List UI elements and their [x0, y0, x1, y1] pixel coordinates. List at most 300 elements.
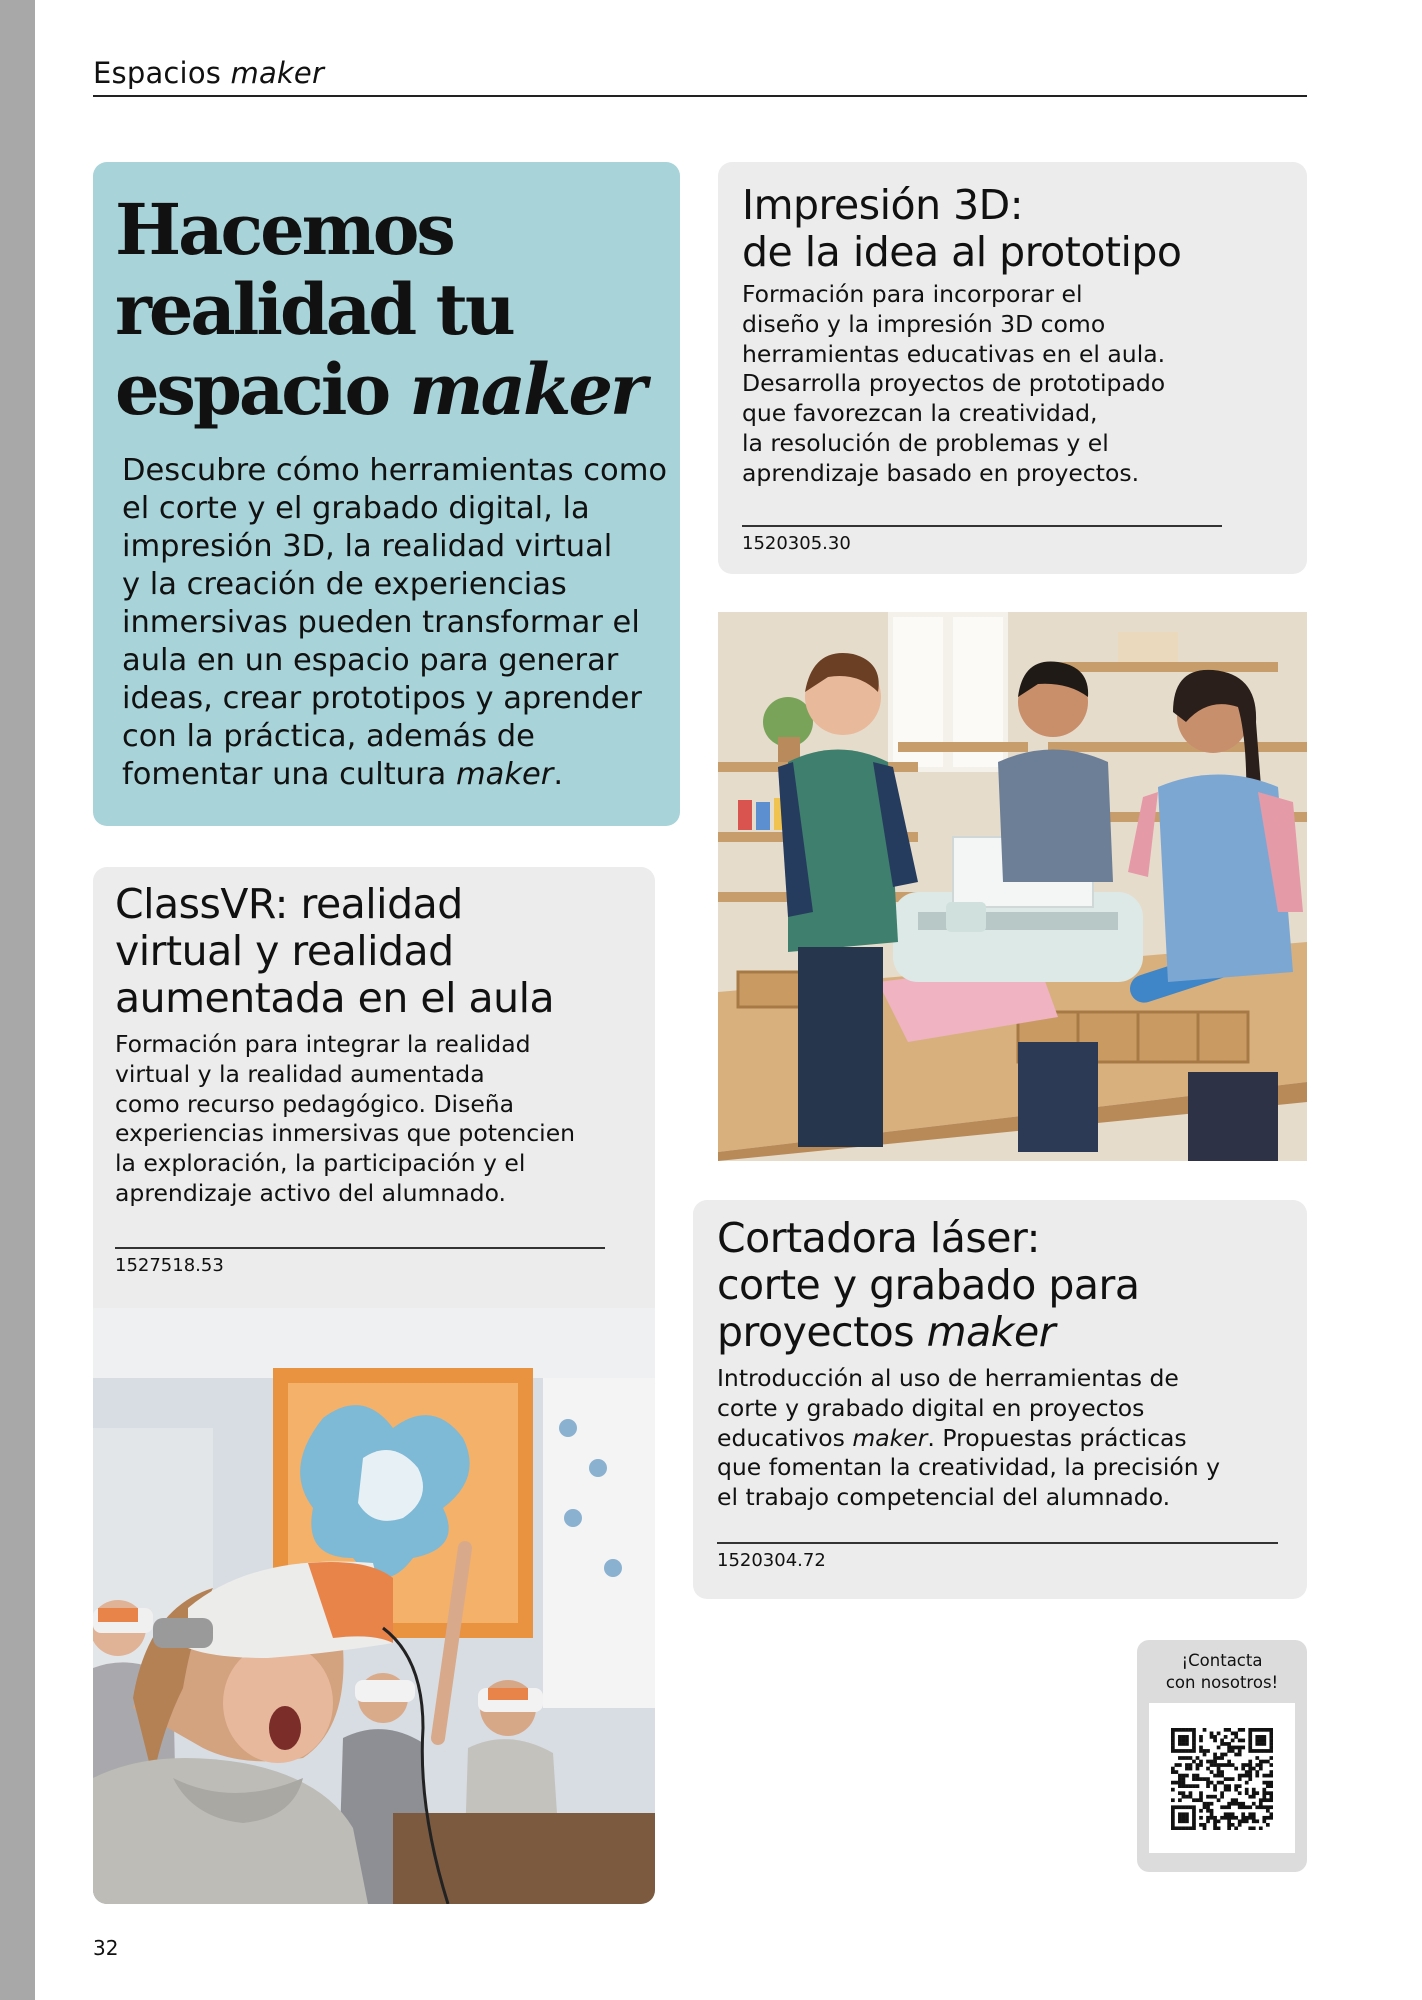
contact-line-2: con nosotros!: [1165, 1673, 1279, 1692]
qr-module: [1213, 1774, 1217, 1778]
course-description-line: que favorezcan la creatividad,: [742, 399, 1098, 428]
course-title-line-1: Cortadora láser:: [717, 1214, 1040, 1262]
course-card-classvr: [93, 867, 655, 1904]
qr-module: [1227, 1749, 1231, 1753]
qr-module: [1196, 1767, 1200, 1771]
course-description-line: aprendizaje basado en proyectos.: [742, 458, 1140, 487]
qr-module: [1206, 1795, 1210, 1799]
hero-title-line-3: [115, 350, 644, 430]
course-divider: [115, 1247, 605, 1249]
qr-module: [1210, 1802, 1214, 1806]
qr-module: [1269, 1739, 1273, 1743]
hero-body-line: ideas, crear prototipos y aprender: [122, 681, 642, 716]
qr-module: [1266, 1784, 1270, 1788]
qr-code-icon[interactable]: [1171, 1728, 1273, 1830]
qr-module: [1241, 1739, 1245, 1743]
qr-module: [1192, 1809, 1196, 1813]
course-reference-code: 1527518.53: [115, 1255, 224, 1276]
qr-module: [1224, 1728, 1228, 1732]
course-description-line: la exploración, la participación y el: [115, 1149, 526, 1178]
qr-module: [1220, 1816, 1224, 1820]
qr-module: [1171, 1823, 1175, 1827]
qr-module: [1266, 1774, 1270, 1778]
qr-module: [1189, 1763, 1193, 1767]
qr-module: [1227, 1823, 1231, 1827]
qr-module: [1224, 1784, 1228, 1788]
qr-module: [1213, 1753, 1217, 1757]
qr-module: [1192, 1728, 1196, 1732]
qr-module: [1252, 1816, 1256, 1820]
course-divider: [717, 1542, 1278, 1544]
qr-module: [1217, 1756, 1221, 1760]
qr-module: [1227, 1826, 1231, 1830]
qr-module: [1259, 1739, 1263, 1743]
qr-module: [1248, 1770, 1252, 1774]
qr-module: [1248, 1728, 1252, 1732]
course-description-line: Formación para integrar la realidad: [115, 1030, 531, 1058]
qr-module: [1262, 1805, 1266, 1809]
qr-module: [1269, 1770, 1273, 1774]
qr-module: [1238, 1746, 1242, 1750]
qr-module: [1241, 1812, 1245, 1816]
qr-module: [1206, 1816, 1210, 1820]
course-description: [717, 1364, 1220, 1513]
qr-module: [1238, 1823, 1242, 1827]
qr-module: [1234, 1767, 1238, 1771]
hero-body-line: Descubre cómo herramientas como: [122, 453, 668, 488]
qr-module: [1220, 1742, 1224, 1746]
qr-module: [1199, 1791, 1203, 1795]
description-text-end: . Propuestas prácticas: [927, 1423, 1187, 1452]
qr-module: [1269, 1746, 1273, 1750]
qr-module: [1231, 1732, 1235, 1736]
qr-module: [1182, 1781, 1186, 1785]
qr-module: [1266, 1781, 1270, 1785]
qr-module: [1262, 1795, 1266, 1799]
qr-module: [1189, 1749, 1193, 1753]
qr-module: [1217, 1798, 1221, 1802]
course-description-line: Desarrolla proyectos de prototipado: [742, 369, 1166, 398]
header-divider: [93, 95, 1307, 97]
qr-module: [1269, 1742, 1273, 1746]
course-title-word-maker: maker: [926, 1308, 1056, 1356]
course-title-line-2: de la idea al prototipo: [742, 228, 1182, 276]
qr-module: [1192, 1749, 1196, 1753]
qr-module: [1238, 1784, 1242, 1788]
qr-module: [1262, 1798, 1266, 1802]
qr-module: [1171, 1770, 1175, 1774]
hero-title-word-espacio: espacio: [115, 348, 389, 431]
section-header: [93, 56, 324, 90]
qr-module: [1171, 1816, 1175, 1820]
section-label: Espacios: [93, 56, 222, 90]
qr-module: [1192, 1823, 1196, 1827]
qr-module: [1220, 1753, 1224, 1757]
qr-module: [1213, 1819, 1217, 1823]
qr-module: [1231, 1816, 1235, 1820]
qr-module: [1245, 1763, 1249, 1767]
qr-module: [1262, 1791, 1266, 1795]
qr-module: [1238, 1739, 1242, 1743]
qr-module: [1269, 1812, 1273, 1816]
qr-module: [1252, 1826, 1256, 1830]
qr-module: [1206, 1819, 1210, 1823]
qr-module: [1178, 1749, 1182, 1753]
qr-module: [1210, 1795, 1214, 1799]
qr-module: [1238, 1819, 1242, 1823]
course-title-word-proyectos: proyectos: [717, 1308, 915, 1356]
contact-qr-box[interactable]: [1137, 1640, 1307, 1872]
qr-module: [1178, 1826, 1182, 1830]
qr-module: [1178, 1777, 1182, 1781]
page-side-bar: [0, 0, 35, 2000]
qr-module: [1227, 1742, 1231, 1746]
qr-module: [1199, 1777, 1203, 1781]
qr-module: [1185, 1767, 1189, 1771]
qr-module: [1227, 1784, 1231, 1788]
qr-module: [1255, 1739, 1259, 1743]
qr-module: [1206, 1767, 1210, 1771]
qr-module: [1171, 1805, 1175, 1809]
qr-module: [1213, 1756, 1217, 1760]
qr-module: [1224, 1735, 1228, 1739]
qr-module: [1245, 1816, 1249, 1820]
qr-module: [1182, 1739, 1186, 1743]
qr-module: [1196, 1777, 1200, 1781]
qr-module: [1259, 1763, 1263, 1767]
qr-module: [1224, 1805, 1228, 1809]
qr-module: [1245, 1819, 1249, 1823]
qr-module: [1224, 1816, 1228, 1820]
qr-module: [1206, 1777, 1210, 1781]
qr-module: [1171, 1809, 1175, 1813]
qr-module: [1220, 1781, 1224, 1785]
qr-module: [1269, 1791, 1273, 1795]
qr-module: [1262, 1749, 1266, 1753]
qr-module: [1248, 1732, 1252, 1736]
hero-body-last-text: fomentar una cultura: [122, 757, 447, 792]
qr-module: [1171, 1732, 1175, 1736]
qr-module: [1185, 1826, 1189, 1830]
qr-module: [1210, 1760, 1214, 1764]
qr-module: [1238, 1802, 1242, 1806]
qr-module: [1248, 1760, 1252, 1764]
course-description-line: experiencias inmersivas que potencien: [115, 1119, 576, 1148]
qr-module: [1217, 1767, 1221, 1771]
course-title: [742, 182, 1181, 276]
qr-module: [1231, 1739, 1235, 1743]
qr-module: [1220, 1791, 1224, 1795]
qr-module: [1192, 1784, 1196, 1788]
qr-module: [1262, 1735, 1266, 1739]
course-description-line: como recurso pedagógico. Diseña: [115, 1089, 515, 1118]
course-description-line: Introducción al uso de herramientas de: [717, 1364, 1179, 1392]
qr-module: [1182, 1816, 1186, 1820]
qr-module: [1241, 1774, 1245, 1778]
course-card-3d-printing: [718, 162, 1307, 574]
qr-module: [1245, 1788, 1249, 1792]
qr-module: [1245, 1781, 1249, 1785]
course-description: [115, 1030, 575, 1209]
qr-module: [1245, 1791, 1249, 1795]
qr-module: [1199, 1809, 1203, 1813]
contact-line-1: ¡Contacta: [1181, 1651, 1263, 1670]
qr-module: [1248, 1826, 1252, 1830]
qr-module: [1178, 1756, 1182, 1760]
course-title-line-3: aumentada en el aula: [115, 974, 555, 1022]
course-reference-code: 1520305.30: [742, 533, 851, 554]
qr-module: [1269, 1728, 1273, 1732]
qr-module: [1248, 1777, 1252, 1781]
qr-module: [1259, 1760, 1263, 1764]
qr-module: [1171, 1735, 1175, 1739]
course-reference-code: 1520304.72: [717, 1550, 826, 1571]
qr-module: [1269, 1798, 1273, 1802]
qr-module: [1206, 1805, 1210, 1809]
qr-module: [1217, 1781, 1221, 1785]
qr-module: [1259, 1742, 1263, 1746]
qr-module: [1266, 1760, 1270, 1764]
hero-body-last-line: [122, 756, 667, 794]
qr-module: [1192, 1798, 1196, 1802]
qr-module: [1217, 1826, 1221, 1830]
qr-module: [1192, 1746, 1196, 1750]
qr-module: [1266, 1823, 1270, 1827]
hero-panel: [93, 162, 680, 826]
qr-module: [1199, 1816, 1203, 1820]
qr-module: [1182, 1774, 1186, 1778]
qr-module: [1238, 1728, 1242, 1732]
qr-module: [1217, 1774, 1221, 1778]
qr-module: [1203, 1805, 1207, 1809]
qr-module: [1248, 1795, 1252, 1799]
course-description-line: diseño y la impresión 3D como: [742, 309, 1106, 338]
qr-module: [1213, 1816, 1217, 1820]
qr-module: [1262, 1788, 1266, 1792]
contact-text: [1137, 1650, 1307, 1694]
qr-module: [1178, 1739, 1182, 1743]
qr-module: [1234, 1732, 1238, 1736]
qr-module: [1255, 1742, 1259, 1746]
qr-module: [1245, 1770, 1249, 1774]
qr-module: [1171, 1812, 1175, 1816]
course-divider: [742, 525, 1222, 527]
qr-module: [1259, 1805, 1263, 1809]
qr-module: [1248, 1746, 1252, 1750]
qr-module: [1210, 1816, 1214, 1820]
qr-module: [1234, 1735, 1238, 1739]
qr-module: [1238, 1749, 1242, 1753]
description-italic: maker: [852, 1423, 928, 1452]
qr-module: [1255, 1749, 1259, 1753]
qr-module: [1266, 1816, 1270, 1820]
qr-module: [1175, 1728, 1179, 1732]
qr-module: [1220, 1770, 1224, 1774]
qr-module: [1262, 1739, 1266, 1743]
qr-module: [1185, 1795, 1189, 1799]
qr-module: [1262, 1774, 1266, 1778]
qr-module: [1220, 1756, 1224, 1760]
qr-module: [1192, 1742, 1196, 1746]
qr-module: [1185, 1735, 1189, 1739]
qr-module: [1227, 1788, 1231, 1792]
qr-module: [1248, 1763, 1252, 1767]
qr-module: [1231, 1802, 1235, 1806]
qr-module: [1192, 1805, 1196, 1809]
qr-module: [1210, 1770, 1214, 1774]
qr-module: [1234, 1816, 1238, 1820]
qr-module: [1199, 1763, 1203, 1767]
qr-module: [1185, 1739, 1189, 1743]
qr-module: [1227, 1777, 1231, 1781]
qr-module: [1178, 1812, 1182, 1816]
qr-module: [1241, 1763, 1245, 1767]
qr-module: [1255, 1819, 1259, 1823]
qr-module: [1269, 1784, 1273, 1788]
qr-module: [1269, 1781, 1273, 1785]
qr-module: [1227, 1728, 1231, 1732]
qr-module: [1192, 1812, 1196, 1816]
qr-module: [1171, 1788, 1175, 1792]
course-title-line-1: Impresión 3D:: [742, 181, 1024, 229]
qr-module: [1178, 1805, 1182, 1809]
qr-module: [1224, 1763, 1228, 1767]
qr-module: [1178, 1781, 1182, 1785]
qr-module: [1217, 1819, 1221, 1823]
photo-student-vr-headset: [93, 1308, 655, 1904]
qr-module: [1171, 1746, 1175, 1750]
hero-body-last-period: .: [553, 757, 564, 792]
qr-module: [1255, 1763, 1259, 1767]
qr-module: [1234, 1802, 1238, 1806]
qr-module: [1199, 1823, 1203, 1827]
qr-module: [1241, 1728, 1245, 1732]
qr-module: [1213, 1735, 1217, 1739]
qr-module: [1199, 1760, 1203, 1764]
course-description-line: que fomentan la creatividad, la precisión y: [717, 1453, 1221, 1482]
qr-module: [1213, 1795, 1217, 1799]
hero-body-line: y la creación de experiencias: [122, 567, 567, 602]
qr-module: [1178, 1735, 1182, 1739]
qr-module: [1192, 1739, 1196, 1743]
qr-module: [1178, 1798, 1182, 1802]
qr-module: [1185, 1728, 1189, 1732]
qr-module: [1182, 1819, 1186, 1823]
qr-module: [1231, 1746, 1235, 1750]
qr-module: [1178, 1791, 1182, 1795]
hero-body-line: el corte y el grabado digital, la: [122, 491, 590, 526]
qr-module: [1259, 1826, 1263, 1830]
description-text: educativos: [717, 1423, 845, 1452]
qr-module: [1192, 1760, 1196, 1764]
qr-module: [1199, 1798, 1203, 1802]
qr-module: [1196, 1763, 1200, 1767]
course-title-line-3: [717, 1309, 1140, 1356]
qr-module: [1238, 1791, 1242, 1795]
qr-module: [1192, 1816, 1196, 1820]
qr-module: [1178, 1728, 1182, 1732]
qr-module: [1259, 1798, 1263, 1802]
qr-module: [1189, 1826, 1193, 1830]
qr-module: [1206, 1802, 1210, 1806]
qr-module: [1185, 1742, 1189, 1746]
course-title: [115, 881, 554, 1022]
qr-module: [1182, 1756, 1186, 1760]
qr-module: [1213, 1760, 1217, 1764]
qr-module: [1203, 1753, 1207, 1757]
qr-module: [1178, 1742, 1182, 1746]
qr-module: [1252, 1795, 1256, 1799]
qr-module: [1255, 1728, 1259, 1732]
qr-module: [1234, 1788, 1238, 1792]
course-description-line: aprendizaje activo del alumnado.: [115, 1178, 507, 1207]
qr-module: [1241, 1802, 1245, 1806]
qr-module: [1248, 1816, 1252, 1820]
qr-module: [1227, 1746, 1231, 1750]
qr-module: [1199, 1749, 1203, 1753]
cutting-machine-illustration: [718, 612, 1307, 1161]
photo-students-cutting-machine: [718, 612, 1307, 1161]
course-description-line: el trabajo competencial del alumnado.: [717, 1483, 1171, 1512]
qr-module: [1234, 1784, 1238, 1788]
hero-body: [122, 452, 667, 794]
qr-module: [1269, 1735, 1273, 1739]
qr-module: [1224, 1742, 1228, 1746]
qr-module: [1241, 1767, 1245, 1771]
qr-module: [1185, 1819, 1189, 1823]
course-title-line-2: virtual y realidad: [115, 927, 454, 975]
qr-module: [1241, 1746, 1245, 1750]
qr-module: [1185, 1763, 1189, 1767]
qr-module: [1262, 1819, 1266, 1823]
qr-module: [1203, 1777, 1207, 1781]
qr-module: [1269, 1805, 1273, 1809]
hero-body-line: inmersivas pueden transformar el: [122, 605, 640, 640]
qr-module: [1210, 1812, 1214, 1816]
qr-module: [1189, 1795, 1193, 1799]
qr-module: [1227, 1812, 1231, 1816]
qr-module: [1203, 1728, 1207, 1732]
qr-module: [1189, 1805, 1193, 1809]
qr-module: [1248, 1749, 1252, 1753]
qr-module: [1266, 1728, 1270, 1732]
qr-module: [1269, 1763, 1273, 1767]
qr-module: [1238, 1774, 1242, 1778]
qr-module: [1262, 1816, 1266, 1820]
page-number: 32: [93, 1936, 119, 1960]
qr-module: [1213, 1788, 1217, 1792]
qr-module: [1248, 1812, 1252, 1816]
qr-module: [1245, 1774, 1249, 1778]
qr-module: [1206, 1809, 1210, 1813]
vr-classroom-illustration: [93, 1308, 655, 1904]
qr-module: [1210, 1735, 1214, 1739]
qr-module: [1217, 1763, 1221, 1767]
qr-module: [1189, 1756, 1193, 1760]
qr-module: [1252, 1791, 1256, 1795]
qr-module: [1255, 1805, 1259, 1809]
qr-module: [1252, 1819, 1256, 1823]
qr-module: [1213, 1823, 1217, 1827]
qr-module: [1224, 1777, 1228, 1781]
hero-body-line: con la práctica, además de: [122, 719, 535, 754]
qr-module: [1182, 1826, 1186, 1830]
hero-title: [115, 190, 644, 430]
qr-module: [1182, 1777, 1186, 1781]
qr-module: [1266, 1749, 1270, 1753]
qr-module: [1255, 1735, 1259, 1739]
qr-module: [1227, 1819, 1231, 1823]
